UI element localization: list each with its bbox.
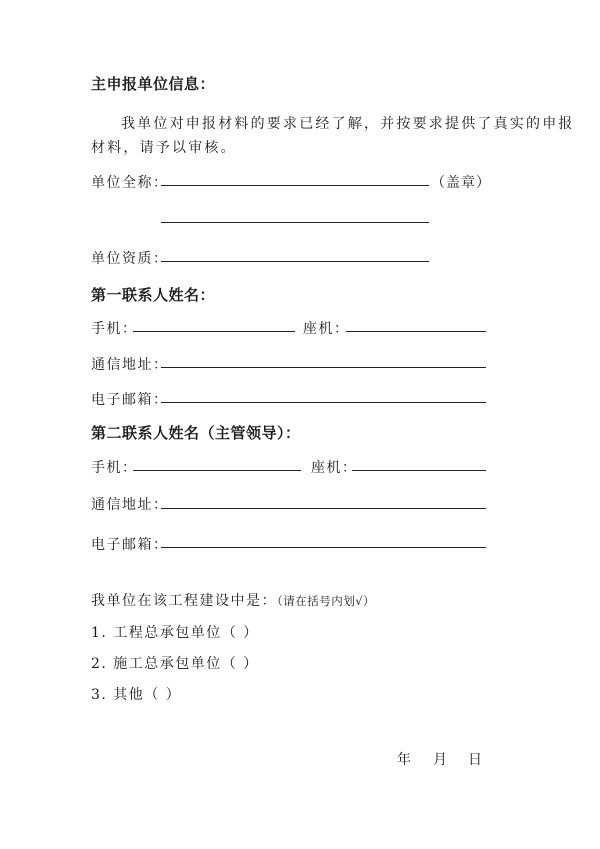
role-option-1[interactable]: 1. 工程总承包单位（ ） <box>91 625 259 641</box>
contact1-mobile-label: 手机： <box>91 321 138 337</box>
unit-name-field-line-2[interactable] <box>161 222 429 223</box>
date-year: 年 <box>397 752 413 768</box>
contact1-landline-label: 座机： <box>303 321 350 337</box>
statement-line-1: 我单位对申报材料的要求已经了解，并按要求提供了真实的申报 <box>121 116 575 132</box>
unit-name-label: 单位全称： <box>91 175 169 191</box>
seal-label: （盖章） <box>431 175 491 191</box>
contact1-address-field[interactable] <box>161 367 486 368</box>
role-hint: （请在括号内划√） <box>277 594 376 608</box>
role-question: 我单位在该工程建设中是： <box>91 593 277 609</box>
contact2-mobile-field[interactable] <box>133 470 301 471</box>
contact1-mobile-field[interactable] <box>133 331 295 332</box>
role-option-2[interactable]: 2. 施工总承包单位（ ） <box>91 656 259 672</box>
contact2-landline-field[interactable] <box>352 470 486 471</box>
contact1-email-label: 电子邮箱： <box>91 392 169 408</box>
qualification-field[interactable] <box>161 261 429 262</box>
qualification-label: 单位资质： <box>91 251 169 267</box>
contact1-landline-field[interactable] <box>346 331 486 332</box>
contact2-address-field[interactable] <box>161 508 486 509</box>
contact1-address-label: 通信地址： <box>91 357 169 373</box>
contact1-email-field[interactable] <box>161 402 486 403</box>
contact2-mobile-label: 手机： <box>91 460 138 476</box>
contact1-title: 第一联系人姓名： <box>91 286 216 304</box>
contact2-title: 第二联系人姓名（主管领导）： <box>91 424 301 442</box>
contact2-address-label: 通信地址： <box>91 497 169 513</box>
role-question-row <box>91 590 375 610</box>
date-day: 日 <box>468 752 484 768</box>
date-month: 月 <box>433 752 449 768</box>
statement-line-2: 材料，请予以审核。 <box>91 140 237 156</box>
role-option-3[interactable]: 3. 其他（ ） <box>91 687 182 703</box>
contact2-email-label: 电子邮箱： <box>91 537 169 553</box>
contact2-landline-label: 座机： <box>311 460 358 476</box>
main-applicant-title: 主申报单位信息： <box>91 75 216 93</box>
contact2-email-field[interactable] <box>161 547 486 548</box>
unit-name-field[interactable] <box>161 185 429 186</box>
